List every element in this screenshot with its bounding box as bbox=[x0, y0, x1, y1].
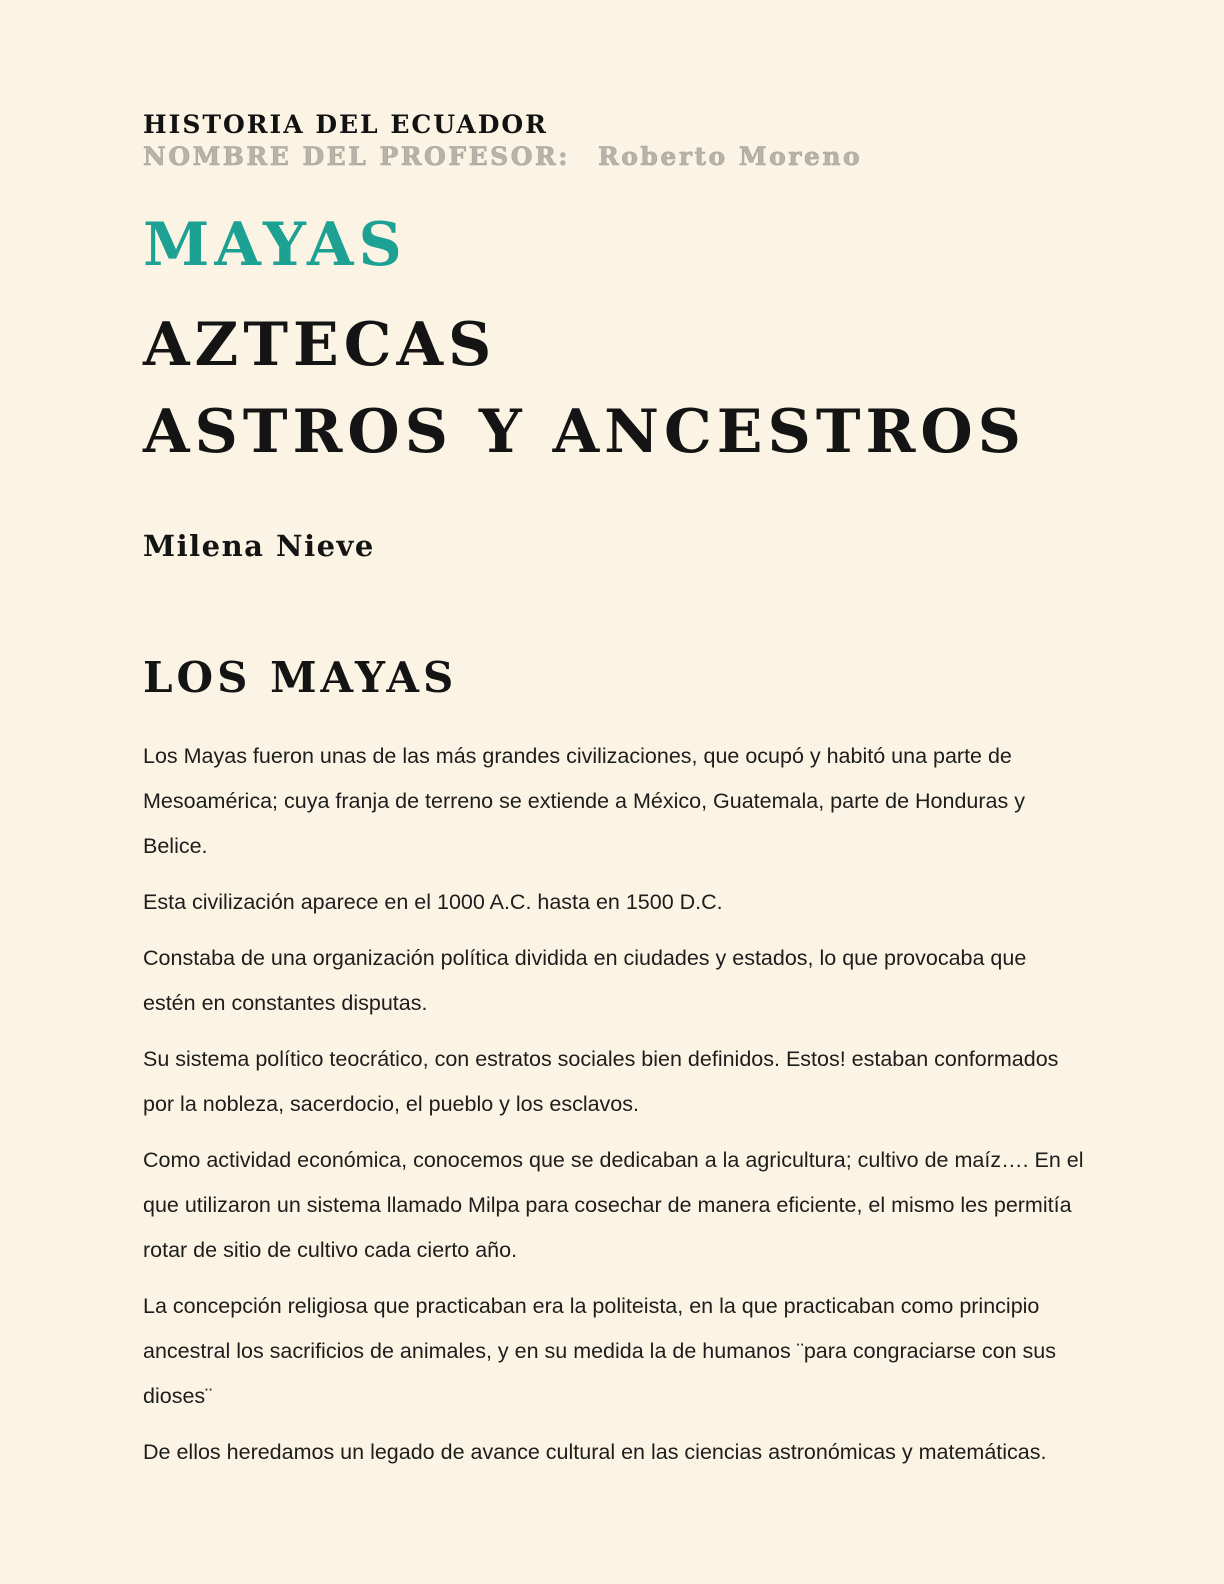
paragraph: Su sistema político teocrático, con estratos sociales bien definidos. Estos! estaban conformados por la nobleza, sacerdocio, el pueblo y los esclavos. bbox=[143, 1046, 1059, 1116]
professor-name: Roberto Moreno bbox=[597, 142, 863, 171]
paragraph: Los Mayas fueron unas de las más grandes civilizaciones, que ocupó y habitó una parte de Mesoamérica; cuya franja de terreno se extiende a México, Guatemala, parte de Honduras y Belice. bbox=[143, 743, 1025, 858]
title-astros: ASTROS Y ANCESTROS bbox=[143, 397, 1026, 467]
author-name: Milena Nieve bbox=[143, 529, 375, 563]
paragraph: La concepción religiosa que practicaban era la politeista, en la que practicaban como principio ancestral los sacrificios de animales, y en su medida la de humanos ¨para congraciarse con sus dioses¨ bbox=[143, 1293, 1057, 1408]
title-mayas: MAYAS bbox=[143, 210, 407, 280]
section-body bbox=[143, 734, 1084, 1475]
professor-label: NOMBRE DEL PROFESOR: bbox=[143, 142, 570, 171]
section-heading: LOS MAYAS bbox=[143, 653, 458, 702]
document-header bbox=[143, 112, 1084, 169]
title-aztecas: AZTECAS bbox=[143, 310, 497, 380]
paragraph: Esta civilización aparece en el 1000 A.C. hasta en 1500 D.C. bbox=[143, 889, 723, 914]
paragraph: De ellos heredamos un legado de avance cultural en las ciencias astronómicas y matemáticas. bbox=[143, 1439, 1047, 1464]
professor-line bbox=[143, 144, 1084, 169]
paragraph: Constaba de una organización política dividida en ciudades y estados, lo que provocaba que estén en constantes disputas. bbox=[143, 945, 1027, 1015]
course-title: HISTORIA DEL ECUADOR bbox=[143, 110, 548, 139]
paragraph: Como actividad económica, conocemos que se dedicaban a la agricultura; cultivo de maíz…. En el que utilizaron un sistema llamado Milpa para cosechar de manera eficiente, el mismo les permitía rotar de sitio de cultivo cada cierto año. bbox=[143, 1147, 1084, 1262]
